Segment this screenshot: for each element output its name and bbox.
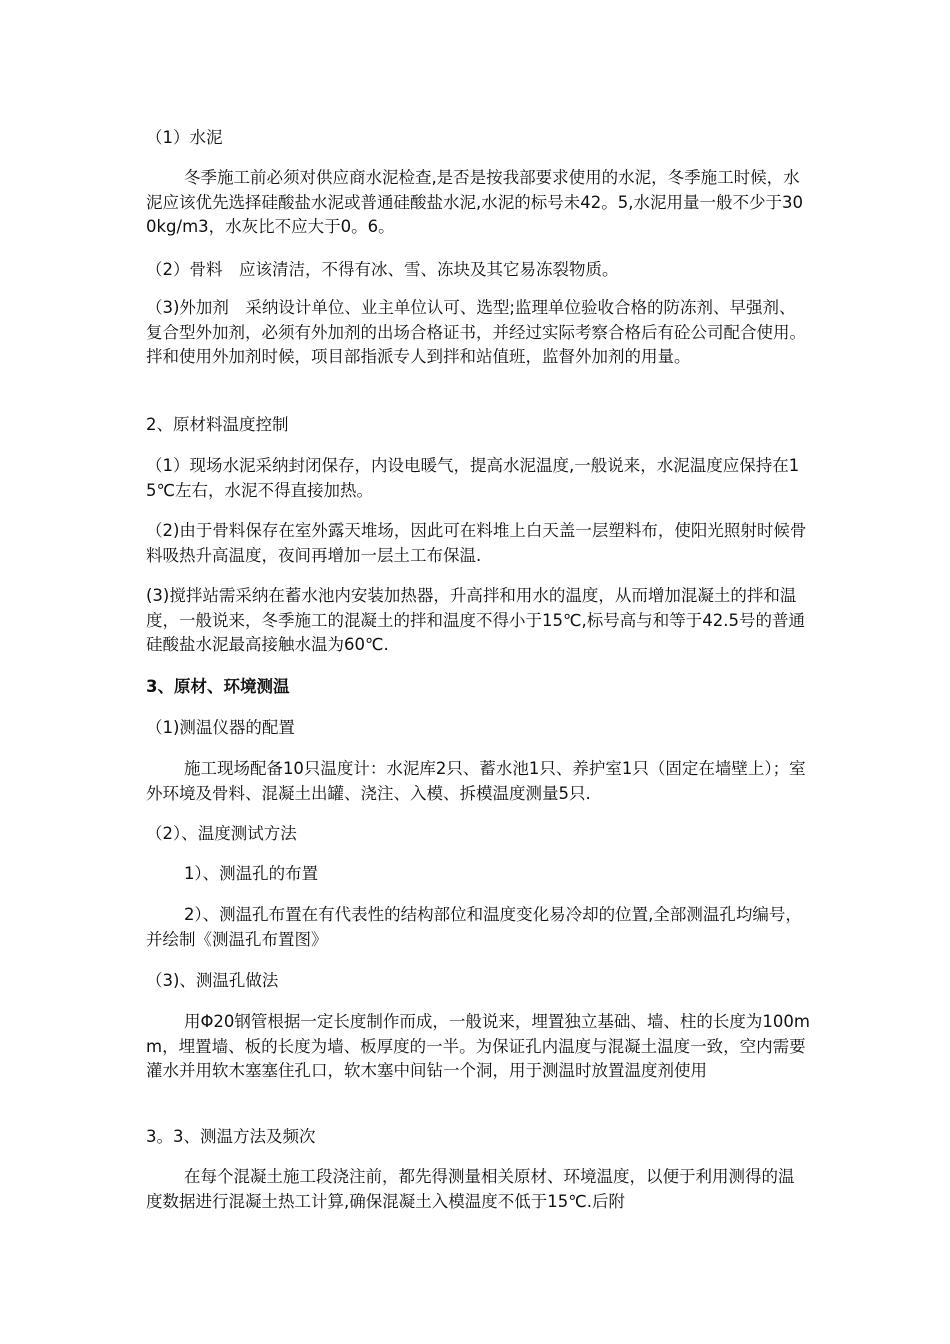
heading-material-temperature: 2、原材料温度控制	[146, 415, 289, 434]
subheading-hole-layout: 1）、测温孔的布置	[183, 864, 319, 883]
heading-cement: （1）水泥	[146, 128, 223, 147]
heading-measure-frequency: 3。3、测温方法及频次	[146, 1127, 316, 1146]
paragraph-mixing-water: (3)搅拌站需采纳在蓄水池内安装加热器，升高拌和用水的温度，从而增加混凝土的拌和温度，一般说来，冬季施工的混凝土的拌和温度不得小于15℃,标号高与和等于42.5号的普通硅酸盐水泥最高接触水温为60℃.	[146, 586, 806, 654]
heading-instrument-config: （1)测温仪器的配置	[146, 718, 295, 737]
paragraph-measure-frequency: 在每个混凝土施工段浇注前，都先得测量相关原材、环境温度，以便于利用测得的温度数据进行混凝土热工计算,确保混凝土入模温度不低于15℃.后附	[146, 1167, 795, 1211]
paragraph-hole-layout: 2）、测温孔布置在有代表性的结构部位和温度变化易冷却的位置,全部测温孔均编号，并绘制《测温孔布置图》	[146, 905, 802, 949]
heading-hole-method: （3)、测温孔做法	[146, 971, 279, 990]
paragraph-hole-method: 用Φ20钢管根据一定长度制作而成，一般说来，埋置独立基础、墙、柱的长度为100mm，埋置墙、板的长度为墙、板厚度的一半。为保证孔内温度与混凝土温度一致，空内需要灌水并用软木塞塞住孔口，软木塞中间钻一个洞，用于测温时放置温度剂使用	[146, 1012, 810, 1080]
heading-temperature-measurement: 3、原材、环境测温	[146, 677, 290, 696]
paragraph-cement-storage: （1）现场水泥采纳封闭保存，内设电暖气，提高水泥温度,一般说来，水泥温度应保持在15℃左右，水泥不得直接加热。	[146, 456, 800, 500]
paragraph-admixture: （3)外加剂 采纳设计单位、业主单位认可、选型;监理单位验收合格的防冻剂、早强剂、复合型外加剂，必须有外加剂的出场合格证书，并经过实际考察合格后有砼公司配合使用。拌和使用外加剂时候，项目部指派专人到拌和站值班，监督外加剂的用量。	[146, 298, 806, 366]
paragraph-aggregate: （2）骨料 应该清洁，不得有冰、雪、冻块及其它易冻裂物质。	[146, 260, 619, 279]
paragraph-cement-body: 冬季施工前必须对供应商水泥检查,是否是按我部要求使用的水泥，冬季施工时候，水泥应该优先选择硅酸盐水泥或普通硅酸盐水泥,水泥的标号未42。5,水泥用量一般不少于300kg/m3，水灰比不应大于0。6。	[146, 168, 803, 236]
paragraph-aggregate-storage: （2)由于骨料保存在室外露天堆场，因此可在料堆上白天盖一层塑料布，使阳光照射时候骨料吸热升高温度，夜间再增加一层土工布保温.	[146, 521, 807, 565]
heading-test-method: （2）、温度测试方法	[146, 824, 297, 843]
paragraph-thermometers: 施工现场配备10只温度计：水泥库2只、蓄水池1只、养护室1只（固定在墙壁上）；室外环境及骨料、混凝土出罐、浇注、入模、拆模温度测量5只.	[146, 759, 806, 803]
